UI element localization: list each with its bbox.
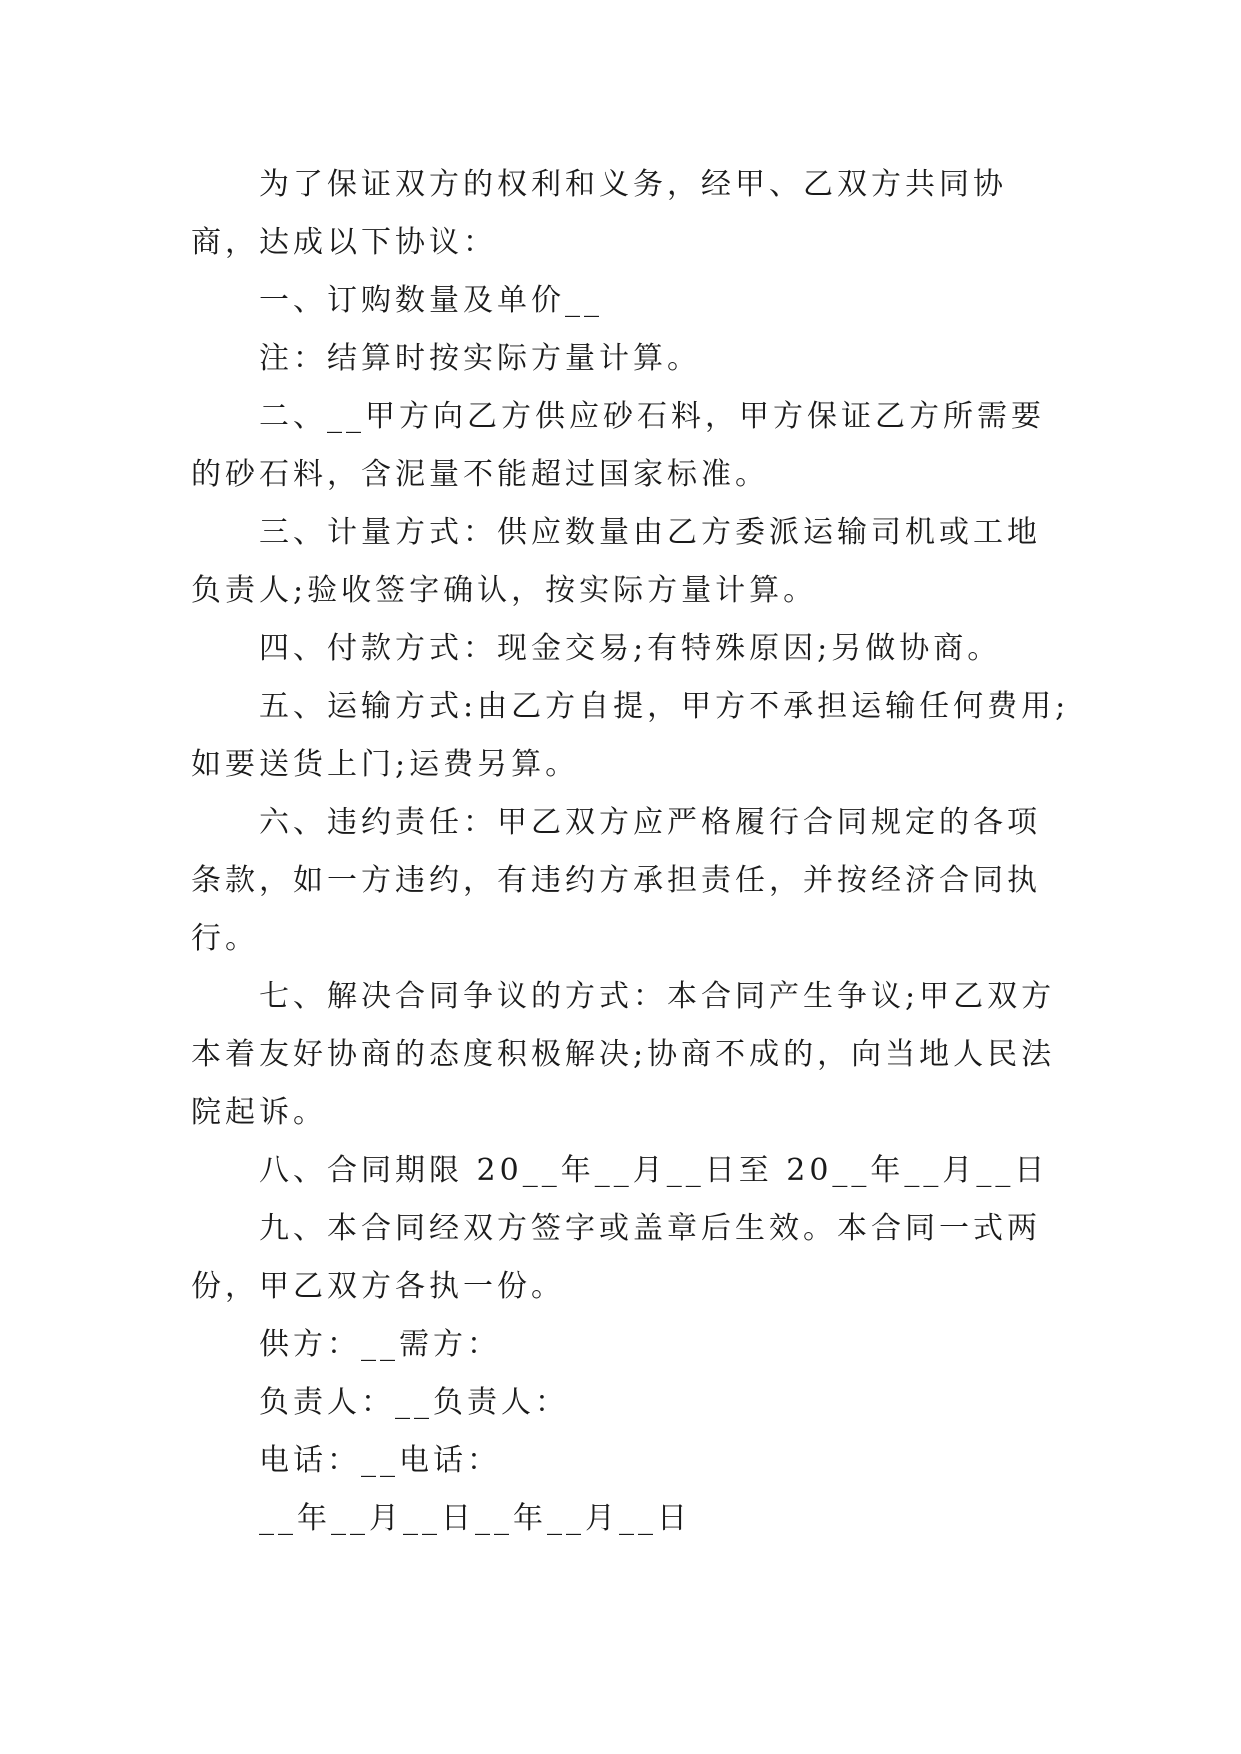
- clause-8-term: 八、合同期限 20__年__月__日至 20__年__月__日: [259, 1153, 1049, 1188]
- clause-1-quantity-price: 一、订购数量及单价__: [259, 283, 603, 318]
- clause-4-payment: 四、付款方式：现金交易;有特殊原因;另做协商。: [259, 631, 1002, 666]
- signature-parties: 供方：__需方：: [259, 1327, 501, 1362]
- intro-paragraph: 为了保证双方的权利和义务，经甲、乙双方共同协商，达成以下协议：: [191, 167, 1007, 260]
- clause-note-settlement: 注：结算时按实际方量计算。: [259, 341, 701, 376]
- signature-responsible: 负责人：__负责人：: [259, 1385, 569, 1420]
- clause-6-liability: 六、违约责任：甲乙双方应严格履行合同规定的各项条款，如一方违约，有违约方承担责任，并按经济合同执行。: [191, 805, 1041, 956]
- clause-5-transport: 五、运输方式:由乙方自提，甲方不承担运输任何费用;如要送货上门;运费另算。: [191, 689, 1070, 782]
- signature-date: __年__月__日__年__月__日: [259, 1501, 691, 1536]
- clause-3-measurement: 三、计量方式：供应数量由乙方委派运输司机或工地负责人;验收签字确认，按实际方量计算。: [191, 515, 1041, 608]
- document-body: [191, 156, 1071, 1548]
- clause-9-effect: 九、本合同经双方签字或盖章后生效。本合同一式两份，甲乙双方各执一份。: [191, 1211, 1041, 1304]
- clause-2-supply: 二、__甲方向乙方供应砂石料，甲方保证乙方所需要的砂石料，含泥量不能超过国家标准。: [191, 399, 1045, 492]
- clause-7-dispute: 七、解决合同争议的方式：本合同产生争议;甲乙双方本着友好协商的态度积极解决;协商不成的，向当地人民法院起诉。: [191, 979, 1056, 1130]
- signature-phone: 电话：__电话：: [259, 1443, 501, 1478]
